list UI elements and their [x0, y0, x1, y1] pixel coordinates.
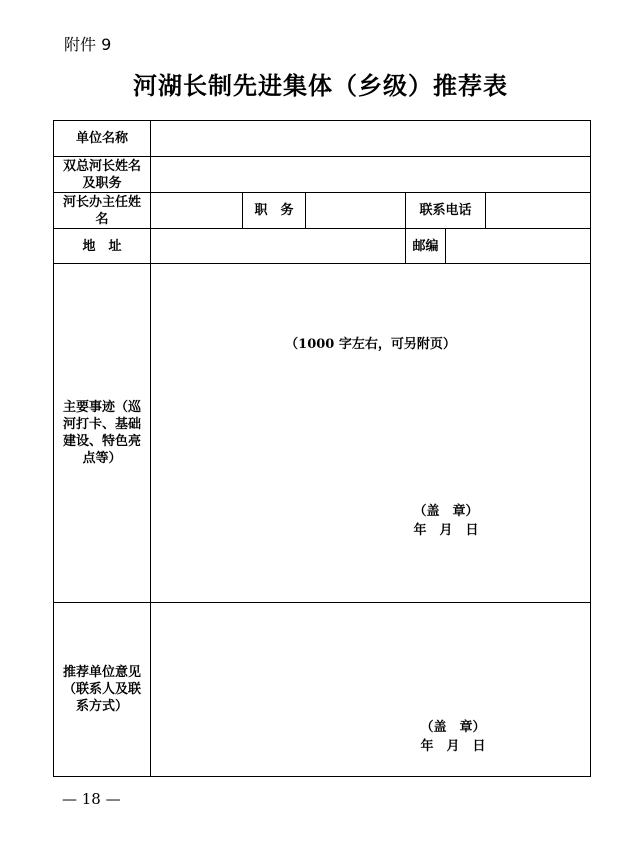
office-director-field[interactable] [151, 193, 243, 229]
unit-name-field[interactable] [151, 121, 591, 157]
office-director-label: 河长办主任姓名 [54, 193, 151, 229]
main-deeds-label: 主要事迹（巡河打卡、基础建设、特色亮点等） [54, 264, 151, 603]
page-number: — 18 — [62, 790, 121, 808]
unit-name-label: 单位名称 [54, 121, 151, 157]
postcode-field[interactable] [446, 229, 591, 264]
deeds-note: （1000 字左右，可另附页） [285, 337, 456, 352]
chief-name-label: 双总河长姓名及职务 [54, 157, 151, 193]
deeds-seal [401, 502, 491, 540]
recommend-opinion-field[interactable] [151, 603, 591, 777]
seal-stamp-text: （盖 章） [413, 504, 479, 519]
address-label: 地 址 [54, 229, 151, 264]
postcode-label: 邮编 [406, 229, 446, 264]
attachment-label: 附件 9 [64, 35, 112, 54]
recommendation-form [53, 120, 591, 777]
phone-label: 联系电话 [406, 193, 486, 229]
seal-date-text: 年 月 日 [413, 523, 479, 538]
position-label: 职 务 [243, 193, 306, 229]
position-field[interactable] [306, 193, 406, 229]
opinion-seal [408, 718, 498, 756]
chief-name-field[interactable] [151, 157, 591, 193]
main-deeds-field[interactable] [151, 264, 591, 603]
address-field[interactable] [151, 229, 406, 264]
phone-field[interactable] [486, 193, 591, 229]
seal-date-text: 年 月 日 [420, 739, 486, 754]
form-title: 河湖长制先进集体（乡级）推荐表 [133, 71, 508, 100]
seal-stamp-text: （盖 章） [420, 720, 486, 735]
recommend-opinion-label: 推荐单位意见（联系人及联系方式） [54, 603, 151, 777]
